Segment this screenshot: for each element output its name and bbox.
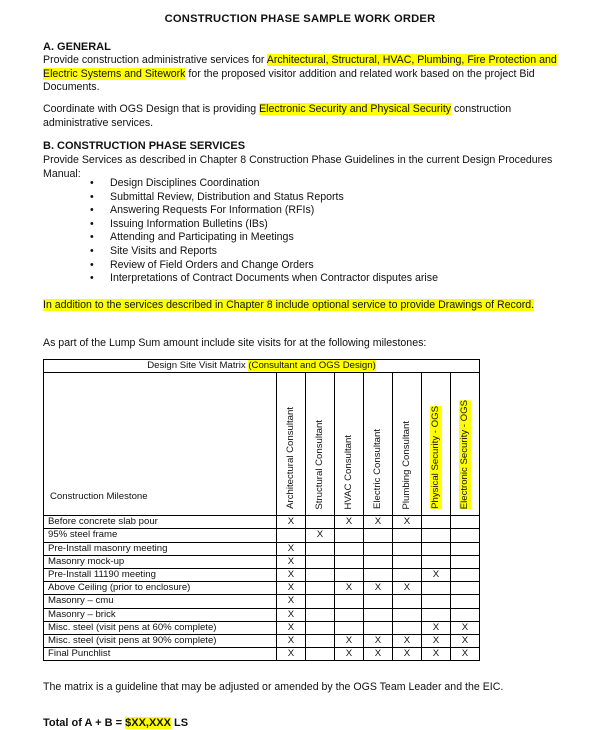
- document-title: CONSTRUCTION PHASE SAMPLE WORK ORDER: [164, 13, 436, 25]
- list-item: • Answering Requests For Information (RFIs): [90, 204, 438, 218]
- list-item: • Attending and Participating in Meetings: [90, 231, 438, 245]
- mark-cell: X: [422, 634, 451, 647]
- list-item: • Design Disciplines Coordination: [90, 177, 438, 191]
- services-list: [90, 177, 438, 286]
- milestone-cell: 95% steel frame: [44, 529, 277, 542]
- matrix-body: [44, 516, 480, 661]
- mark-cell: [393, 621, 422, 634]
- section-a-p1-highlight: Architectural, Structural, HVAC, Plumbing, Fire Protection and Electric Systems and Sitework: [43, 54, 557, 80]
- mark-cell: [335, 595, 364, 608]
- mark-cell: X: [335, 648, 364, 661]
- mark-cell: X: [364, 582, 393, 595]
- mark-cell: X: [364, 634, 393, 647]
- mark-cell: X: [364, 516, 393, 529]
- optional-service-highlight: In addition to the services described in Chapter 8 include optional service to provide Drawings of Record.: [43, 299, 535, 311]
- mark-cell: [306, 634, 335, 647]
- column-header-physical-security: [422, 373, 451, 516]
- mark-cell: [393, 568, 422, 581]
- table-row: [44, 608, 480, 621]
- mark-cell: [451, 529, 480, 542]
- mark-cell: X: [393, 516, 422, 529]
- milestone-cell: Above Ceiling (prior to enclosure): [44, 582, 277, 595]
- milestone-cell: Final Punchlist: [44, 648, 277, 661]
- mark-cell: [451, 555, 480, 568]
- milestone-cell: Misc. steel (visit pens at 60% complete): [44, 621, 277, 634]
- mark-cell: [422, 542, 451, 555]
- section-a-paragraph-1: [43, 54, 563, 95]
- column-label: HVAC Consultant: [343, 434, 354, 510]
- mark-cell: [364, 529, 393, 542]
- column-header-electronic-security: [451, 373, 480, 516]
- mark-cell: [306, 648, 335, 661]
- mark-cell: [335, 542, 364, 555]
- total-amount: $XX,XXX: [125, 717, 171, 729]
- mark-cell: [422, 582, 451, 595]
- mark-cell: [451, 608, 480, 621]
- matrix-title-row: [44, 360, 480, 373]
- mark-cell: X: [277, 621, 306, 634]
- list-item: • Submittal Review, Distribution and Status Reports: [90, 191, 438, 205]
- mark-cell: [451, 582, 480, 595]
- mark-cell: [451, 595, 480, 608]
- mark-cell: [335, 555, 364, 568]
- mark-cell: X: [277, 516, 306, 529]
- mark-cell: [306, 608, 335, 621]
- mark-cell: [364, 568, 393, 581]
- mark-cell: [364, 608, 393, 621]
- mark-cell: X: [277, 595, 306, 608]
- matrix-header-row: [44, 373, 480, 516]
- mark-cell: X: [277, 568, 306, 581]
- mark-cell: X: [277, 542, 306, 555]
- table-row: [44, 648, 480, 661]
- milestone-column-header: Construction Milestone: [44, 373, 277, 516]
- mark-cell: [364, 555, 393, 568]
- mark-cell: [422, 555, 451, 568]
- column-header-plumbing: [393, 373, 422, 516]
- section-a-p2-tail: construction administrative services.: [43, 103, 512, 129]
- mark-cell: X: [393, 582, 422, 595]
- mark-cell: [422, 529, 451, 542]
- mark-cell: X: [277, 648, 306, 661]
- mark-cell: [364, 595, 393, 608]
- mark-cell: X: [422, 568, 451, 581]
- mark-cell: [335, 568, 364, 581]
- mark-cell: [335, 529, 364, 542]
- section-a-p1-text: Provide construction administrative services for: [43, 54, 267, 66]
- table-row: [44, 555, 480, 568]
- table-row: [44, 542, 480, 555]
- milestone-cell: Before concrete slab pour: [44, 516, 277, 529]
- milestone-cell: Masonry mock-up: [44, 555, 277, 568]
- mark-cell: [393, 595, 422, 608]
- list-item: • Site Visits and Reports: [90, 245, 438, 259]
- mark-cell: [451, 542, 480, 555]
- column-header-electric: [364, 373, 393, 516]
- mark-cell: X: [277, 634, 306, 647]
- mark-cell: [422, 608, 451, 621]
- mark-cell: X: [422, 648, 451, 661]
- mark-cell: X: [335, 582, 364, 595]
- mark-cell: [306, 595, 335, 608]
- column-label: Electronic Security - OGS: [459, 399, 470, 510]
- mark-cell: X: [422, 621, 451, 634]
- closing-paragraph: The matrix is a guideline that may be adjusted or amended by the OGS Team Leader and the EIC.: [43, 681, 504, 693]
- optional-service-paragraph: [43, 299, 563, 313]
- site-visit-matrix: [43, 359, 480, 661]
- mark-cell: X: [306, 529, 335, 542]
- mark-cell: [306, 555, 335, 568]
- section-b-intro: Provide Services as described in Chapter 8 Construction Phase Guidelines in the current Design Procedures Manual:: [43, 154, 553, 180]
- section-a-paragraph-2: [43, 103, 563, 130]
- mark-cell: [335, 608, 364, 621]
- milestone-cell: Masonry – brick: [44, 608, 277, 621]
- mark-cell: [451, 516, 480, 529]
- mark-cell: X: [277, 555, 306, 568]
- column-label: Structural Consultant: [314, 419, 325, 510]
- mark-cell: [335, 621, 364, 634]
- list-item: • Issuing Information Bulletins (IBs): [90, 218, 438, 232]
- milestone-cell: Masonry – cmu: [44, 595, 277, 608]
- mark-cell: [451, 568, 480, 581]
- list-item: • Review of Field Orders and Change Orders: [90, 259, 438, 273]
- mark-cell: [364, 542, 393, 555]
- mark-cell: X: [451, 648, 480, 661]
- matrix-title: [44, 360, 480, 373]
- total-label: Total of A + B =: [43, 717, 126, 729]
- mark-cell: [393, 608, 422, 621]
- mark-cell: [422, 516, 451, 529]
- column-header-structural: [306, 373, 335, 516]
- mark-cell: X: [335, 634, 364, 647]
- mark-cell: [364, 621, 393, 634]
- mark-cell: [422, 595, 451, 608]
- mark-cell: [393, 555, 422, 568]
- section-a-p2-highlight: Electronic Security and Physical Security: [259, 103, 452, 115]
- total-line: [43, 717, 188, 729]
- mark-cell: [277, 529, 306, 542]
- milestone-cell: Misc. steel (visit pens at 90% complete): [44, 634, 277, 647]
- lump-sum-paragraph: As part of the Lump Sum amount include site visits for at the following milestones:: [43, 337, 427, 349]
- mark-cell: X: [451, 621, 480, 634]
- column-label: Physical Security - OGS: [430, 406, 441, 510]
- milestone-cell: Pre-Install masonry meeting: [44, 542, 277, 555]
- mark-cell: [306, 516, 335, 529]
- total-unit: LS: [170, 717, 189, 729]
- mark-cell: [306, 542, 335, 555]
- mark-cell: X: [451, 634, 480, 647]
- mark-cell: X: [277, 608, 306, 621]
- column-header-architectural: [277, 373, 306, 516]
- table-row: [44, 621, 480, 634]
- mark-cell: [306, 582, 335, 595]
- mark-cell: X: [335, 516, 364, 529]
- mark-cell: [306, 568, 335, 581]
- mark-cell: X: [277, 582, 306, 595]
- column-label: Architectural Consultant: [285, 407, 296, 510]
- mark-cell: X: [393, 634, 422, 647]
- section-b-heading: B. CONSTRUCTION PHASE SERVICES: [43, 140, 246, 152]
- column-header-hvac: [335, 373, 364, 516]
- milestone-cell: Pre-Install 11190 meeting: [44, 568, 277, 581]
- mark-cell: [393, 529, 422, 542]
- column-label: Plumbing Consultant: [401, 420, 412, 510]
- section-a-p2-text: Coordinate with OGS Design that is providing: [43, 103, 260, 115]
- matrix-title-highlight: (Consultant and OGS Design): [248, 360, 376, 372]
- table-row: [44, 568, 480, 581]
- matrix-title-text: Design Site Visit Matrix: [147, 360, 249, 372]
- section-a-heading: A. GENERAL: [43, 41, 111, 53]
- list-item: • Interpretations of Contract Documents when Contractor disputes arise: [90, 272, 438, 286]
- mark-cell: X: [364, 648, 393, 661]
- table-row: [44, 529, 480, 542]
- table-row: [44, 634, 480, 647]
- mark-cell: X: [393, 648, 422, 661]
- table-row: [44, 516, 480, 529]
- column-label: Electric Consultant: [372, 429, 383, 510]
- mark-cell: [393, 542, 422, 555]
- mark-cell: [306, 621, 335, 634]
- section-a-p1-tail: for the proposed visitor addition and related work based on the project Bid Documents.: [43, 67, 535, 94]
- table-row: [44, 582, 480, 595]
- table-row: [44, 595, 480, 608]
